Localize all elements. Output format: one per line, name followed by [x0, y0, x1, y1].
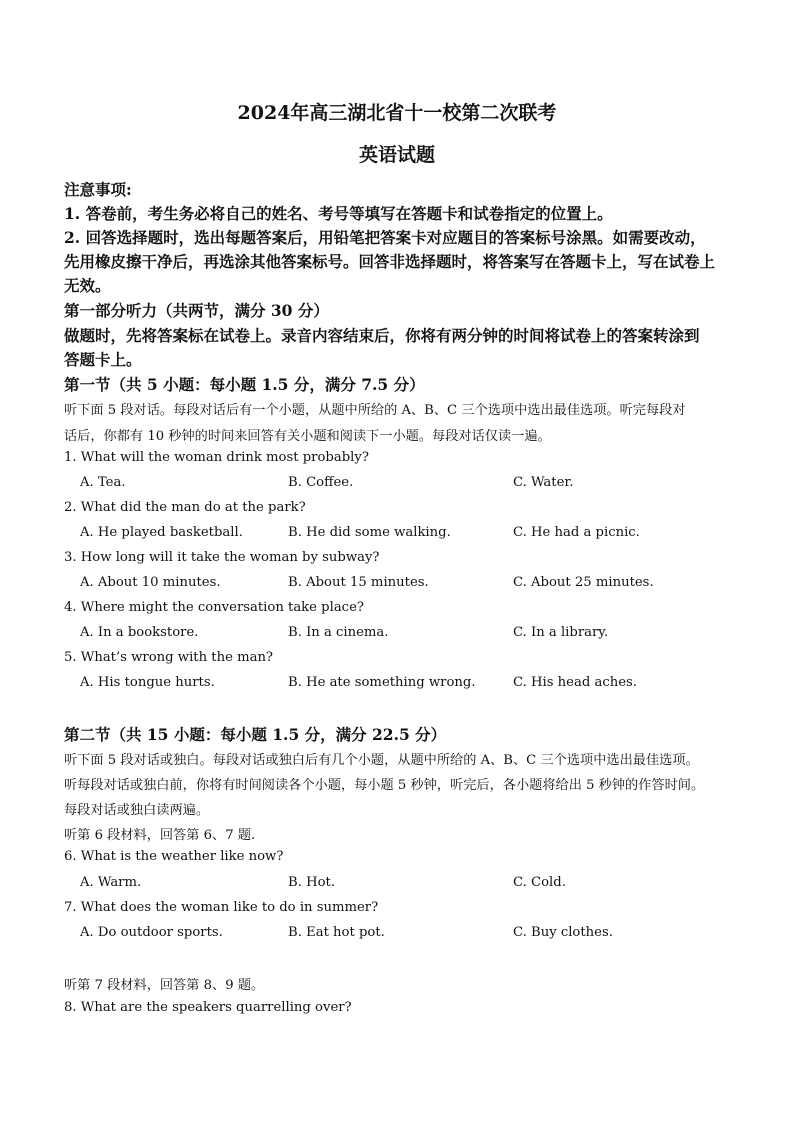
question-3: 3. How long will it take the woman by subway?: [64, 550, 380, 565]
question-3-option-c: C. About 25 minutes.: [513, 575, 654, 590]
question-4: 4. Where might the conversation take place?: [64, 600, 364, 615]
question-4-option-c: C. In a library.: [513, 625, 609, 640]
question-4-option-b: B. In a cinema.: [288, 625, 389, 640]
material-7-instruction: 听第 7 段材料，回答第 8、9 题。: [64, 978, 265, 993]
section2-instruction-c: 每段对话或独白读两遍。: [64, 803, 210, 818]
question-1-option-a: A. Tea.: [80, 475, 126, 490]
question-5-option-c: C. His head aches.: [513, 675, 637, 690]
question-5-option-b: B. He ate something wrong.: [288, 675, 476, 690]
question-4-option-a: A. In a bookstore.: [80, 625, 199, 640]
question-5: 5. What’s wrong with the man?: [64, 650, 274, 665]
question-8: 8. What are the speakers quarrelling over?: [64, 1000, 352, 1015]
section1-instruction-b: 话后，你都有 10 秒钟的时间来回答有关小题和阅读下一小题。每段对话仅读一遍。: [64, 429, 551, 444]
question-1-option-c: C. Water.: [513, 475, 574, 490]
part1-instruction-b: 答题卡上。: [64, 350, 142, 369]
question-2-option-b: B. He did some walking.: [288, 525, 451, 540]
question-7: 7. What does the woman like to do in summer?: [64, 900, 379, 915]
question-7-option-b: B. Eat hot pot.: [288, 925, 385, 940]
question-1: 1. What will the woman drink most probably?: [64, 450, 369, 465]
section1-heading: 第一节（共 5 小题：每小题 1.5 分，满分 7.5 分）: [64, 375, 425, 394]
question-6-option-c: C. Cold.: [513, 875, 566, 890]
section2-instruction-a: 听下面 5 段对话或独白。每段对话或独白后有几个小题，从题中所给的 A、B、C 三个选项中选出最佳选项。: [64, 753, 699, 768]
part1-heading: 第一部分听力（共两节，满分 30 分）: [64, 301, 329, 320]
exam-title: 2024年高三湖北省十一校第二次联考: [237, 102, 557, 124]
exam-subtitle: 英语试题: [358, 144, 435, 166]
notice-line-2a: 2. 回答选择题时，选出每题答案后，用铅笔把答案卡对应题目的答案标号涂黑。如需要改动，: [64, 228, 706, 247]
question-3-option-a: A. About 10 minutes.: [80, 575, 221, 590]
notice-line-2b: 先用橡皮擦干净后，再选涂其他答案标号。回答非选择题时，将答案写在答题卡上，写在试卷上: [64, 252, 716, 271]
question-3-option-b: B. About 15 minutes.: [288, 575, 429, 590]
notice-line-1: 1. 答卷前，考生务必将自己的姓名、考号等填写在答题卡和试卷指定的位置上。: [64, 204, 613, 223]
question-6: 6. What is the weather like now?: [64, 849, 284, 864]
question-5-option-a: A. His tongue hurts.: [80, 675, 215, 690]
section2-heading: 第二节（共 15 小题：每小题 1.5 分，满分 22.5 分）: [64, 725, 447, 744]
question-6-option-a: A. Warm.: [80, 875, 142, 890]
part1-instruction-a: 做题时，先将答案标在试卷上。录音内容结束后，你将有两分钟的时间将试卷上的答案转涂到: [64, 326, 700, 345]
question-6-option-b: B. Hot.: [288, 875, 336, 890]
question-1-option-b: B. Coffee.: [288, 475, 354, 490]
section1-instruction-a: 听下面 5 段对话。每段对话后有一个小题，从题中所给的 A、B、C 三个选项中选出最佳选项。听完每段对: [64, 403, 686, 418]
question-2-option-c: C. He had a picnic.: [513, 525, 640, 540]
section2-instruction-b: 听每段对话或独白前，你将有时间阅读各个小题，每小题 5 秒钟，听完后，各小题将给出 5 秒钟的作答时间。: [64, 778, 705, 793]
notice-line-2c: 无效。: [64, 276, 111, 295]
material-6-instruction: 听第 6 段材料，回答第 6、7 题.: [64, 828, 256, 843]
question-7-option-a: A. Do outdoor sports.: [80, 925, 223, 940]
question-7-option-c: C. Buy clothes.: [513, 925, 613, 940]
question-2: 2. What did the man do at the park?: [64, 500, 306, 515]
notice-heading: 注意事项:: [64, 180, 132, 199]
question-2-option-a: A. He played basketball.: [80, 525, 243, 540]
